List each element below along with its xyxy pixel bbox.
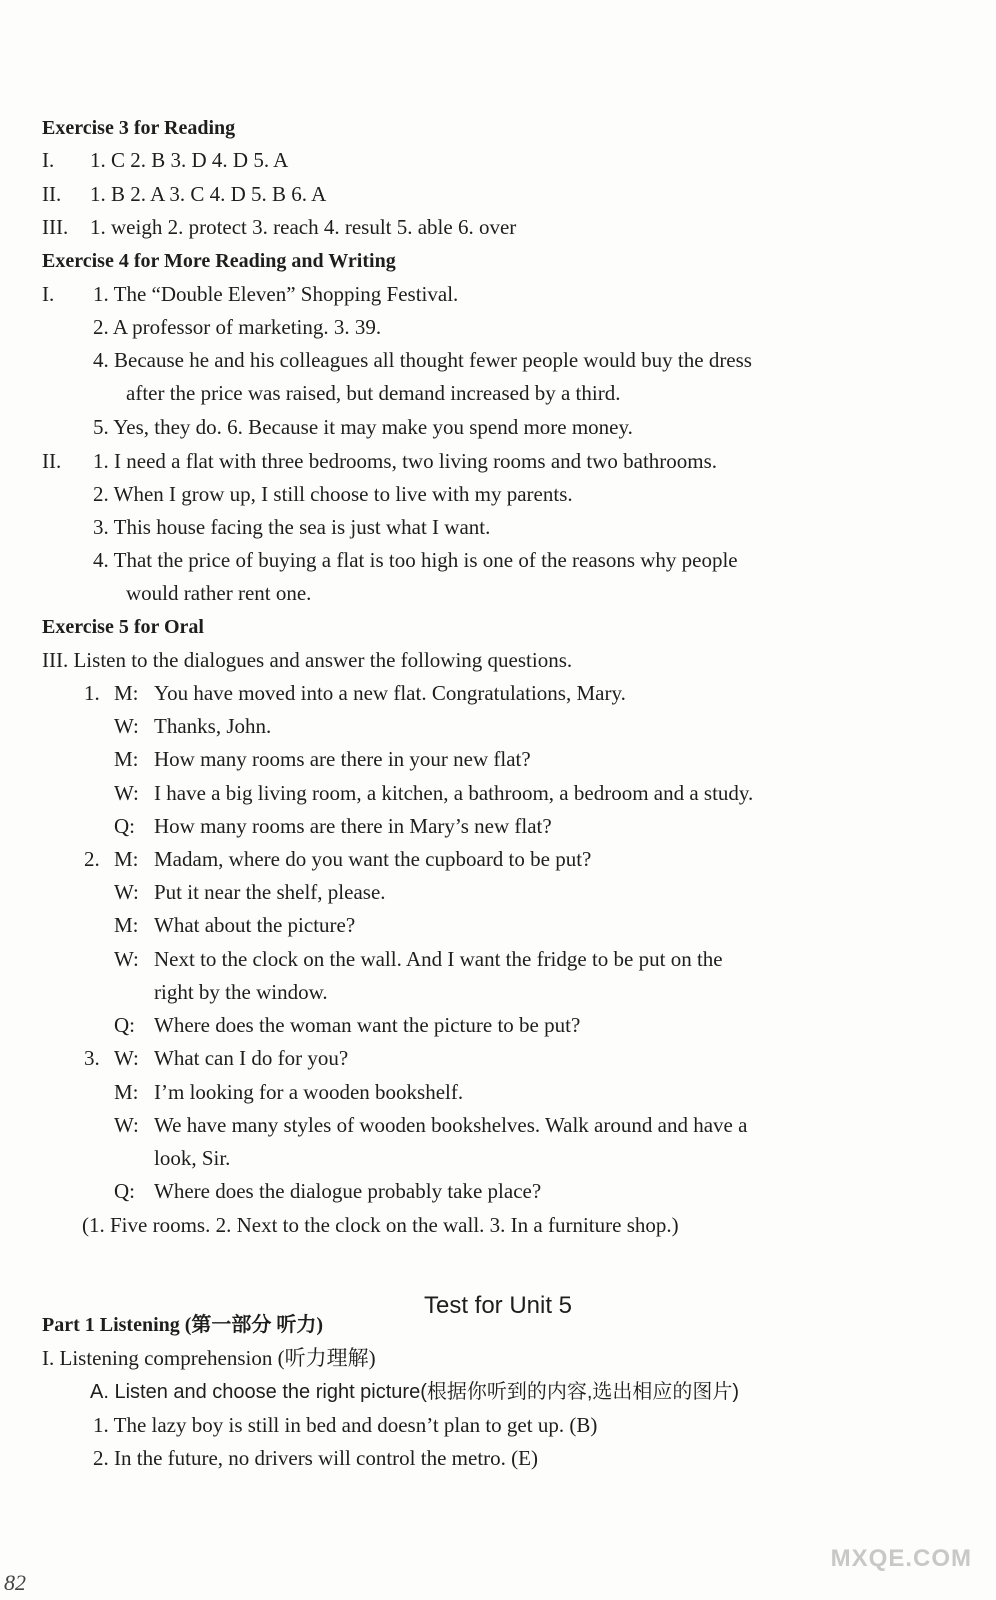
dialogue-line <box>114 945 723 973</box>
answer-line: 2. When I grow up, I still choose to live with my parents. <box>93 482 573 506</box>
answer-line: 2. A professor of marketing. 3. 39. <box>93 315 382 339</box>
dialogue-text: look, Sir. <box>154 1146 231 1170</box>
dialogue-text: I’m looking for a wooden bookshelf. <box>154 1080 464 1104</box>
dialogue-line <box>154 978 328 1006</box>
dialogue-text: How many rooms are there in your new flat? <box>154 747 531 771</box>
dialogue-text: What about the picture? <box>154 913 356 937</box>
section-mark: I. <box>42 148 55 172</box>
dialogue-text: Next to the clock on the wall. And I want the fridge to be put on the <box>154 947 723 971</box>
dialogue-text: I have a big living room, a kitchen, a bathroom, a bedroom and a study. <box>154 781 754 805</box>
answer-line: 1. The “Double Eleven” Shopping Festival. <box>93 282 459 306</box>
answer-line: 4. Because he and his colleagues all thought fewer people would buy the dress <box>93 348 752 372</box>
dialogue-number: 2. <box>84 847 100 871</box>
speaker: M: <box>114 913 139 937</box>
page-number: 82 <box>4 1570 26 1595</box>
speaker: Q: <box>114 1013 135 1037</box>
question-line: 1. The lazy boy is still in bed and doesn’t plan to get up. (B) <box>93 1413 598 1437</box>
dialogue-text: You have moved into a new flat. Congratulations, Mary. <box>154 681 626 705</box>
exercise-5-heading: Exercise 5 for Oral <box>42 616 204 638</box>
exercise-4-heading: Exercise 4 for More Reading and Writing <box>42 250 396 272</box>
section-mark: II. <box>42 182 62 206</box>
dialogue-text: Thanks, John. <box>154 714 272 738</box>
answer-line: 1. C 2. B 3. D 4. D 5. A <box>90 148 289 172</box>
speaker: M: <box>114 1080 139 1104</box>
answer-line: 4. That the price of buying a flat is too high is one of the reasons why people <box>93 548 738 572</box>
answer-line: 5. Yes, they do. 6. Because it may make you spend more money. <box>93 415 633 439</box>
watermark-logo: MXQE.COM <box>830 1545 972 1572</box>
dialogue-text: What can I do for you? <box>154 1046 349 1070</box>
speaker: M: <box>114 681 139 705</box>
answer-line: 1. B 2. A 3. C 4. D 5. B 6. A <box>90 182 327 206</box>
ex3-section-iii <box>42 213 516 241</box>
answer-line: would rather rent one. <box>126 581 312 605</box>
dialogue-line <box>114 1078 463 1106</box>
ex3-section-i <box>42 146 288 174</box>
speaker: M: <box>114 847 139 871</box>
dialogue-text: Madam, where do you want the cupboard to be put? <box>154 847 592 871</box>
listening-comprehension-label: I. Listening comprehension (听力理解) <box>42 1346 376 1370</box>
speaker: Q: <box>114 1179 135 1203</box>
dialogue-text: Put it near the shelf, please. <box>154 880 386 904</box>
answer-line: 1. I need a flat with three bedrooms, two living rooms and two bathrooms. <box>93 449 718 473</box>
instruction-a: A. Listen and choose the right picture(根据你听到的内容,选出相应的图片) <box>90 1381 740 1403</box>
dialogue-line <box>114 878 386 906</box>
dialogue-line <box>114 1111 747 1139</box>
part-1-heading: Part 1 Listening (第一部分 听力) <box>42 1314 324 1336</box>
speaker: W: <box>114 1113 139 1137</box>
ex5-instruction: III. Listen to the dialogues and answer the following questions. <box>42 648 573 672</box>
ex4-section-i-mark: I. <box>42 282 55 306</box>
speaker: W: <box>114 947 139 971</box>
dialogue-number: 1. <box>84 681 100 705</box>
dialogue-text: How many rooms are there in Mary’s new flat? <box>154 814 552 838</box>
dialogue-line <box>114 1177 541 1205</box>
speaker: Q: <box>114 814 135 838</box>
speaker: W: <box>114 781 139 805</box>
dialogue-text: right by the window. <box>154 980 328 1004</box>
dialogue-line <box>114 911 355 939</box>
dialogue-line <box>114 745 531 773</box>
dialogue-number: 3. <box>84 1046 100 1070</box>
dialogue-text: We have many styles of wooden bookshelves. Walk around and have a <box>154 1113 748 1137</box>
dialogue-line <box>84 845 591 873</box>
dialogue-line <box>114 779 753 807</box>
section-title: Test for Unit 5 <box>423 1292 573 1319</box>
dialogue-line <box>114 1011 580 1039</box>
answer-line: after the price was raised, but demand increased by a third. <box>126 381 621 405</box>
section-mark: III. <box>42 215 69 239</box>
speaker: M: <box>114 747 139 771</box>
ex3-section-ii <box>42 180 326 208</box>
speaker: W: <box>114 714 139 738</box>
dialogue-line <box>154 1144 230 1172</box>
ex4-section-ii-mark: II. <box>42 449 62 473</box>
exercise-3-heading: Exercise 3 for Reading <box>42 117 236 139</box>
dialogue-line <box>114 812 552 840</box>
dialogue-answers: (1. Five rooms. 2. Next to the clock on the wall. 3. In a furniture shop.) <box>82 1213 679 1237</box>
dialogue-text: Where does the woman want the picture to be put? <box>154 1013 581 1037</box>
speaker: W: <box>114 1046 139 1070</box>
speaker: W: <box>114 880 139 904</box>
dialogue-line <box>84 679 626 707</box>
answer-line: 3. This house facing the sea is just what I want. <box>93 515 491 539</box>
dialogue-line <box>114 712 271 740</box>
dialogue-line <box>84 1044 348 1072</box>
dialogue-text: Where does the dialogue probably take place? <box>154 1179 542 1203</box>
answer-line: 1. weigh 2. protect 3. reach 4. result 5. able 6. over <box>90 215 517 239</box>
question-line: 2. In the future, no drivers will control the metro. (E) <box>93 1446 538 1470</box>
